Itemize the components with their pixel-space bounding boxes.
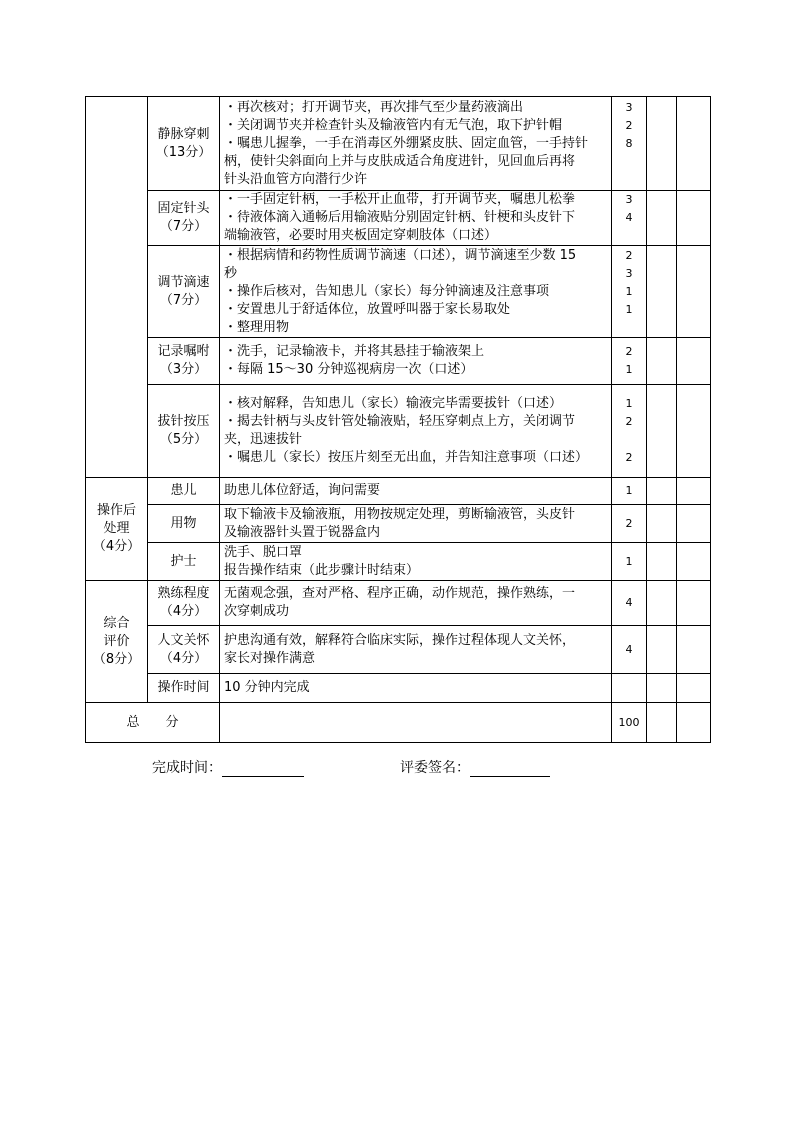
- score-value: [616, 319, 642, 337]
- total-score: 100: [612, 703, 647, 743]
- completion-time-blank[interactable]: [222, 760, 304, 777]
- score-cell: [612, 246, 647, 338]
- step-points: （5分）: [159, 432, 208, 447]
- step-name: 记录嘱咐: [157, 344, 210, 359]
- step-name-cell: [148, 581, 220, 626]
- step-name-cell: [148, 97, 220, 191]
- score-value: 3: [625, 266, 633, 280]
- step-name: 操作时间: [157, 680, 210, 695]
- table-row: [86, 505, 711, 543]
- step-points: （4分）: [159, 650, 208, 666]
- step-content-line: ・关闭调节夹并检查针头及输液管内有无气泡，取下护针帽: [224, 117, 563, 133]
- section-cell: [86, 97, 148, 478]
- score-value: 4: [625, 211, 633, 224]
- step-content-line: 柄，使针尖斜面向上并与皮肤成适合角度进针，见回血后再将: [224, 153, 576, 169]
- deduction-cell[interactable]: [647, 543, 677, 581]
- step-content-line: ・根据病情和药物性质调节滴速（口述），调节滴速至少数 15: [224, 247, 577, 263]
- section-cell: [86, 478, 148, 581]
- actual-score-cell[interactable]: [677, 191, 711, 246]
- score-value: 1: [625, 397, 633, 410]
- step-content-line: ・操作后核对，告知患儿（家长）每分钟滴速及注意事项: [224, 283, 550, 299]
- step-name-cell: [148, 543, 220, 581]
- step-name-cell: [148, 246, 220, 338]
- actual-score-cell[interactable]: [677, 478, 711, 505]
- deduction-cell[interactable]: [647, 97, 677, 191]
- step-content-line: 洗手、脱口罩: [224, 544, 303, 560]
- score-cell: [612, 505, 647, 543]
- score-cell: [612, 543, 647, 581]
- score-cell: [612, 581, 647, 626]
- step-content-cell: [220, 385, 612, 478]
- table-row: [86, 246, 711, 338]
- step-name-cell: [148, 385, 220, 478]
- total-row: [86, 703, 711, 743]
- table-row: [86, 97, 711, 191]
- deduction-cell[interactable]: [647, 478, 677, 505]
- section-label-line: 评价: [103, 633, 130, 649]
- step-name: 调节滴速: [157, 274, 210, 290]
- score-value: 2: [625, 248, 633, 262]
- score-value: 1: [625, 363, 633, 376]
- step-content-cell: [220, 338, 612, 385]
- table-row: [86, 626, 711, 674]
- completion-time-label: 完成时间：: [152, 760, 222, 776]
- step-content-line: 端输液管，必要时用夹板固定穿刺肢体（口述）: [224, 228, 498, 243]
- deduction-cell[interactable]: [647, 338, 677, 385]
- deduction-cell[interactable]: [647, 626, 677, 674]
- step-points: （7分）: [159, 292, 208, 308]
- step-content-cell: [220, 478, 612, 505]
- section-label-line: 综合: [103, 615, 130, 631]
- step-content-line: ・安置患儿于舒适体位，放置呼叫器于家长易取处: [224, 301, 511, 317]
- step-name-cell: [148, 338, 220, 385]
- table-row: [86, 191, 711, 246]
- actual-score-cell[interactable]: [677, 505, 711, 543]
- step-name: 患儿: [170, 483, 197, 498]
- deduction-cell[interactable]: [647, 191, 677, 246]
- step-content-cell: [220, 543, 612, 581]
- actual-score-cell[interactable]: [677, 674, 711, 703]
- score-cell: [612, 674, 647, 703]
- actual-score-cell[interactable]: [677, 581, 711, 626]
- score-value: 2: [625, 516, 633, 530]
- step-content-line: ・核对解释，告知患儿（家长）输液完毕需要拔针（口述）: [224, 396, 563, 411]
- score-value: 1: [625, 484, 633, 497]
- step-content-line: ・揭去针柄与头皮针管处输液贴，轻压穿刺点上方，关闭调节: [224, 414, 576, 429]
- step-content-line: ・嘱患儿（家长）按压片刻至无出血，并告知注意事项（口述）: [224, 450, 589, 465]
- score-cell: [612, 478, 647, 505]
- step-content-line: 秒: [224, 265, 238, 281]
- score-value: 2: [625, 451, 633, 464]
- actual-score-cell[interactable]: [677, 338, 711, 385]
- table-row: [86, 338, 711, 385]
- step-content-line: 家长对操作满意: [224, 650, 316, 666]
- step-content-line: 取下输液卡及输液瓶，用物按规定处理，剪断输液管，头皮针: [224, 506, 576, 522]
- table-row: [86, 385, 711, 478]
- step-content-line: ・嘱患儿握拳，一手在消毒区外绷紧皮肤、固定血管，一手持针: [224, 135, 589, 151]
- step-content-line: ・再次核对；打开调节夹，再次排气至少量药液滴出: [224, 99, 524, 115]
- actual-score-cell[interactable]: [677, 246, 711, 338]
- step-content-line: 次穿刺成功: [224, 604, 290, 619]
- step-content-cell: [220, 626, 612, 674]
- step-content-line: ・洗手，记录输液卡，并将其悬挂于输液架上: [224, 344, 485, 359]
- score-value: 4: [625, 642, 633, 656]
- score-value: 2: [625, 118, 633, 132]
- judge-signature-field: [400, 757, 550, 777]
- step-content-line: 及输液器针头置于锐器盒内: [224, 524, 381, 540]
- step-content-line: 针头沿血管方向潜行少许: [224, 171, 368, 187]
- step-name-cell: [148, 191, 220, 246]
- step-content-cell: [220, 581, 612, 626]
- total-actual-cell[interactable]: [677, 703, 711, 743]
- step-points: （3分）: [159, 362, 208, 377]
- score-value: [616, 679, 642, 697]
- section-cell: [86, 581, 148, 703]
- step-name: 用物: [170, 515, 197, 531]
- deduction-cell[interactable]: [647, 246, 677, 338]
- step-name: 熟练程度: [157, 586, 210, 601]
- deduction-cell[interactable]: [647, 505, 677, 543]
- step-content-cell: [220, 246, 612, 338]
- footer: [152, 757, 712, 777]
- step-content-cell: [220, 191, 612, 246]
- score-value: 1: [625, 302, 633, 316]
- actual-score-cell[interactable]: [677, 626, 711, 674]
- score-cell: [612, 626, 647, 674]
- deduction-cell[interactable]: [647, 581, 677, 626]
- step-name: 拔针按压: [157, 414, 210, 429]
- score-value: [616, 153, 642, 171]
- section-label-line: 操作后: [96, 503, 136, 518]
- step-name-cell: [148, 674, 220, 703]
- table-row: [86, 478, 711, 505]
- score-value: 2: [625, 415, 633, 428]
- score-cell: [612, 385, 647, 478]
- step-name: 护士: [170, 553, 197, 569]
- score-value: [616, 431, 642, 449]
- score-value: 3: [625, 193, 633, 206]
- score-value: 4: [625, 596, 633, 609]
- table-row: [86, 543, 711, 581]
- step-content-line: 护患沟通有效，解释符合临床实际，操作过程体现人文关怀，: [224, 632, 576, 648]
- score-cell: [612, 97, 647, 191]
- step-content-line: 报告操作结束（此步骤计时结束）: [224, 562, 420, 578]
- step-content-line: 助患儿体位舒适，询问需要: [224, 483, 381, 498]
- step-name: 固定针头: [157, 201, 210, 216]
- score-value: 2: [625, 345, 633, 358]
- step-content-cell: [220, 674, 612, 703]
- actual-score-cell[interactable]: [677, 385, 711, 478]
- score-value: 1: [625, 554, 633, 568]
- scoring-table: [85, 96, 711, 743]
- step-content-line: 10 分钟内完成: [224, 680, 310, 695]
- step-points: （4分）: [159, 604, 208, 619]
- step-name-cell: [148, 505, 220, 543]
- total-content-cell: [220, 703, 612, 743]
- step-name-cell: [148, 478, 220, 505]
- step-content-line: ・每隔 15～30 分钟巡视病房一次（口述）: [224, 362, 474, 377]
- actual-score-cell[interactable]: [677, 543, 711, 581]
- step-name: 人文关怀: [157, 632, 210, 648]
- section-label-line: （4分）: [92, 539, 141, 554]
- actual-score-cell[interactable]: [677, 97, 711, 191]
- section-label-line: 处理: [103, 521, 130, 536]
- step-name-cell: [148, 626, 220, 674]
- step-content-line: 夹，迅速拔针: [224, 432, 303, 447]
- score-value: 8: [625, 136, 633, 150]
- step-points: （7分）: [159, 219, 208, 234]
- score-value: 3: [625, 100, 633, 114]
- step-name: 静脉穿刺: [157, 126, 210, 142]
- judge-signature-label: 评委签名：: [400, 760, 470, 776]
- step-content-cell: [220, 97, 612, 191]
- deduction-cell[interactable]: [647, 385, 677, 478]
- step-content-line: 无菌观念强，查对严格、程序正确，动作规范，操作熟练，一: [224, 586, 576, 601]
- table-row: [86, 674, 711, 703]
- section-label-line: （8分）: [92, 651, 141, 667]
- step-content-line: ・整理用物: [224, 319, 290, 335]
- score-value: [616, 227, 642, 245]
- score-value: [616, 171, 642, 189]
- total-label: 总 分: [86, 703, 220, 743]
- table-row: [86, 581, 711, 626]
- score-cell: [612, 191, 647, 246]
- step-content-line: ・待液体滴入通畅后用输液贴分别固定针柄、针梗和头皮针下: [224, 210, 576, 225]
- step-content-line: ・一手固定针柄，一手松开止血带，打开调节夹，嘱患儿松拳: [224, 192, 576, 207]
- judge-signature-blank[interactable]: [470, 760, 550, 777]
- score-cell: [612, 338, 647, 385]
- step-points: （13分）: [155, 144, 212, 160]
- deduction-cell[interactable]: [647, 674, 677, 703]
- completion-time-field: [152, 757, 304, 777]
- total-deduction-cell[interactable]: [647, 703, 677, 743]
- score-value: 1: [625, 284, 633, 298]
- step-content-cell: [220, 505, 612, 543]
